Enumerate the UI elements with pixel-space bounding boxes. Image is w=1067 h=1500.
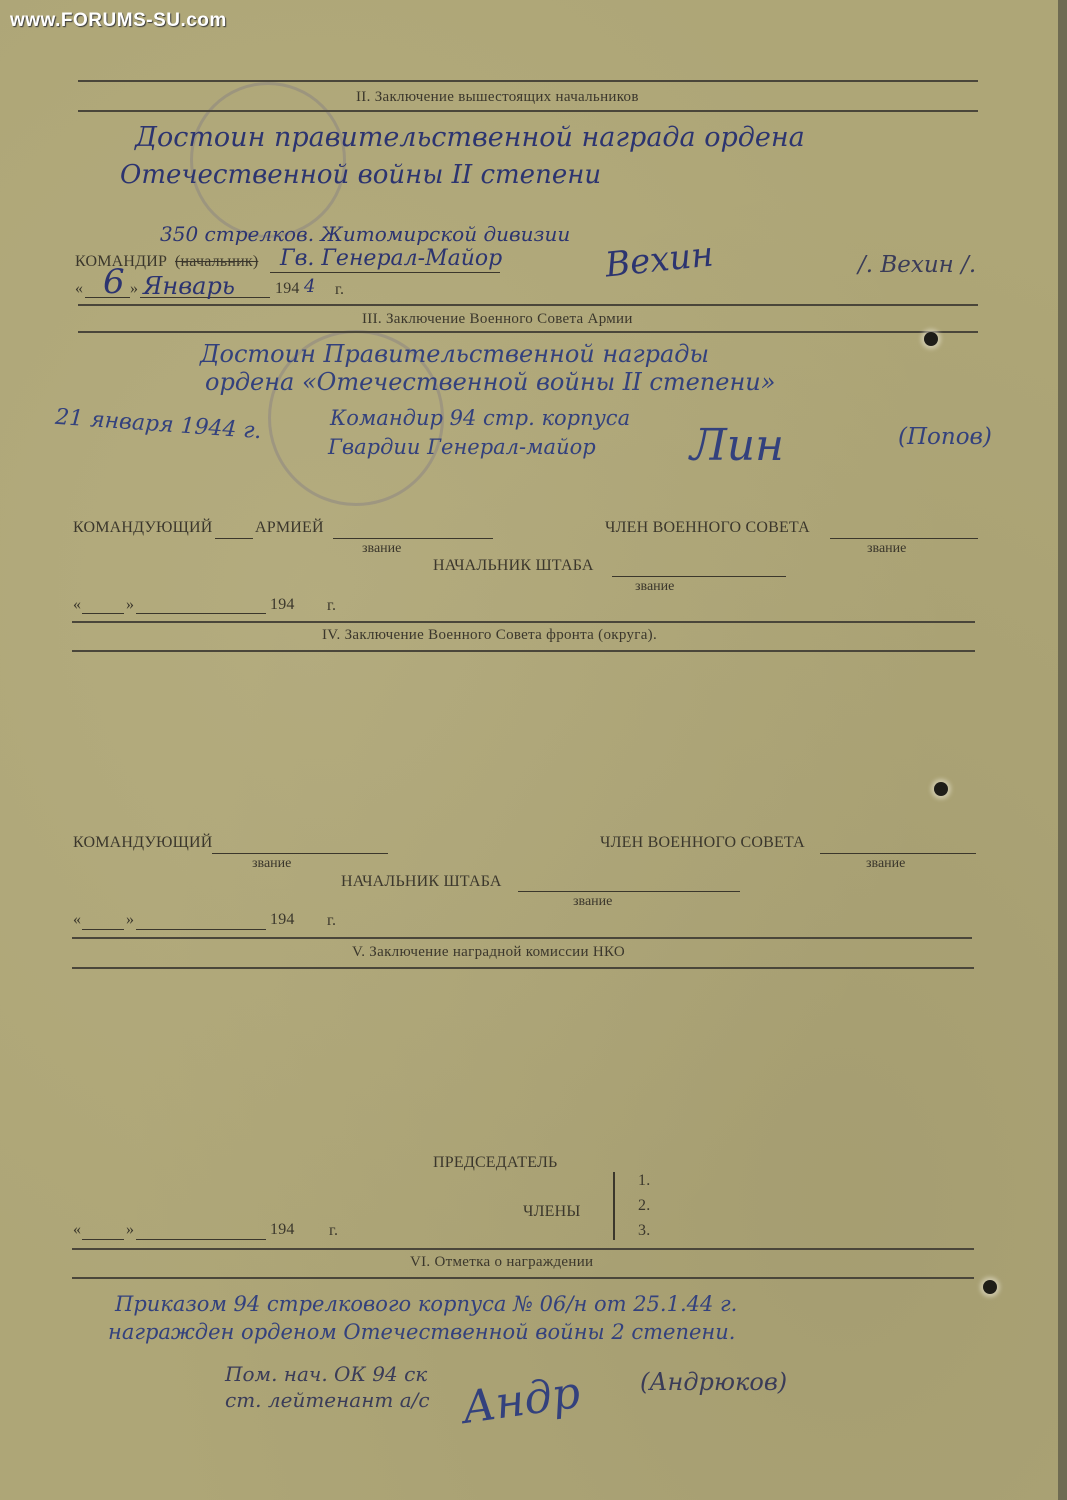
- council-rank-caption: звание: [867, 541, 907, 556]
- date-open-quote: «: [73, 596, 82, 613]
- section-6-signature: Андр: [459, 1367, 584, 1434]
- rule: [72, 1248, 974, 1250]
- month-underline: [136, 929, 266, 930]
- council-rank-caption: звание: [866, 856, 906, 871]
- section-3-conclusion-line2: ордена «Отечественной войны II степени»: [205, 368, 776, 396]
- commanding-label: КОМАНДУЮЩИЙ: [73, 834, 213, 851]
- members-bracket: [613, 1172, 615, 1240]
- section-3-signature: Лин: [690, 420, 785, 471]
- chief-of-staff-label: НАЧАЛЬНИК ШТАБА: [433, 557, 594, 574]
- rule: [72, 650, 975, 652]
- day-underline: [82, 929, 124, 930]
- chairman-label: ПРЕДСЕДАТЕЛЬ: [433, 1154, 558, 1171]
- rule: [78, 304, 978, 306]
- army-label: АРМИЕЙ: [255, 519, 324, 536]
- member-2: 2.: [638, 1197, 651, 1214]
- rank-underline: [270, 272, 500, 273]
- rule: [78, 80, 978, 82]
- date-close-quote: »: [126, 1221, 135, 1238]
- section-2-day: 6: [103, 262, 125, 302]
- section-2-unit: 350 стрелков. Житомирской дивизии: [160, 222, 571, 246]
- rule: [78, 331, 978, 333]
- chief-of-staff-label: НАЧАЛЬНИК ШТАБА: [341, 873, 502, 890]
- section-5-title: V. Заключение наградной комиссии НКО: [352, 944, 626, 960]
- section-3-name: (Попов): [898, 424, 992, 450]
- date-open-quote: «: [75, 280, 84, 297]
- award-order-line2: награжден орденом Отечественной войны 2 степени.: [108, 1320, 736, 1344]
- signer-position-line2: ст. лейтенант а/с: [225, 1388, 430, 1412]
- section-2-year-digit: 4: [304, 276, 316, 297]
- commanding-label: КОМАНДУЮЩИЙ: [73, 519, 213, 536]
- struck-label: (начальник): [175, 253, 259, 270]
- section-6-name: (Андрюков): [640, 1368, 788, 1396]
- year-suffix: г.: [327, 597, 337, 614]
- section-2-signature: Вехин: [603, 234, 716, 286]
- date-close-quote: »: [130, 280, 139, 297]
- council-rank-underline: [830, 538, 978, 539]
- punch-hole: [934, 782, 948, 796]
- month-underline: [136, 1239, 266, 1240]
- month-underline: [136, 613, 266, 614]
- section-2-conclusion-line1: Достоин правительственной награда ордена: [135, 122, 805, 153]
- year-label: 194: [270, 1221, 295, 1238]
- section-3-commander-line1: Командир 94 стр. корпуса: [330, 406, 631, 430]
- member-3: 3.: [638, 1222, 651, 1239]
- year-suffix: г.: [329, 1222, 339, 1239]
- council-label: ЧЛЕН ВОЕННОГО СОВЕТА: [605, 519, 810, 536]
- day-underline: [82, 613, 124, 614]
- rule: [72, 937, 972, 939]
- section-6-title: VI. Отметка о награждении: [410, 1254, 594, 1270]
- commanding-rank-caption: звание: [252, 856, 292, 871]
- section-3-conclusion-line1: Достоин Правительственной награды: [200, 340, 710, 368]
- army-rank-caption: звание: [362, 541, 402, 556]
- commanding-underline: [215, 538, 253, 539]
- year-label: 194: [270, 911, 295, 928]
- page-edge: [1058, 0, 1067, 1500]
- commanding-rank-underline: [212, 853, 388, 854]
- members-label: ЧЛЕНЫ: [523, 1203, 581, 1220]
- signer-position-line1: Пом. нач. ОК 94 ск: [225, 1362, 428, 1386]
- council-rank-underline: [820, 853, 976, 854]
- chief-rank-caption: звание: [635, 579, 675, 594]
- watermark: www.FORUMS-SU.com: [10, 10, 227, 31]
- rule: [78, 110, 978, 112]
- rule: [72, 621, 975, 623]
- section-2-rank: Гв. Генерал-Майор: [280, 246, 503, 271]
- commander-label: КОМАНДИР: [75, 253, 168, 270]
- chief-rank-underline: [518, 891, 740, 892]
- chief-rank-caption: звание: [573, 894, 613, 909]
- chief-rank-underline: [612, 576, 786, 577]
- punch-hole: [924, 332, 938, 346]
- section-2-conclusion-line2: Отечественной войны II степени: [120, 160, 602, 190]
- section-3-commander-line2: Гвардии Генерал-майор: [328, 435, 596, 459]
- year-suffix: г.: [335, 281, 345, 298]
- section-2-name: /. Вехин /.: [858, 252, 977, 278]
- section-3-date: 21 января 1944 г.: [54, 404, 263, 445]
- year-label: 194: [270, 596, 295, 613]
- section-2-month: Январь: [143, 272, 235, 300]
- rule: [72, 1277, 974, 1279]
- council-label: ЧЛЕН ВОЕННОГО СОВЕТА: [600, 834, 805, 851]
- rule: [72, 967, 974, 969]
- section-2-title: II. Заключение вышестоящих начальников: [356, 89, 639, 105]
- date-open-quote: «: [73, 1221, 82, 1238]
- year-suffix: г.: [327, 912, 337, 929]
- year-prefix: 194: [275, 280, 300, 297]
- date-close-quote: »: [126, 596, 135, 613]
- day-underline: [82, 1239, 124, 1240]
- date-close-quote: »: [126, 911, 135, 928]
- army-rank-underline: [333, 538, 493, 539]
- date-open-quote: «: [73, 911, 82, 928]
- punch-hole: [983, 1280, 997, 1294]
- award-order-line1: Приказом 94 стрелкового корпуса № 06/н от 25.1.44 г.: [115, 1292, 738, 1316]
- member-1: 1.: [638, 1172, 651, 1189]
- section-3-title: III. Заключение Военного Совета Армии: [362, 311, 633, 327]
- section-4-title: IV. Заключение Военного Совета фронта (округа).: [322, 627, 658, 643]
